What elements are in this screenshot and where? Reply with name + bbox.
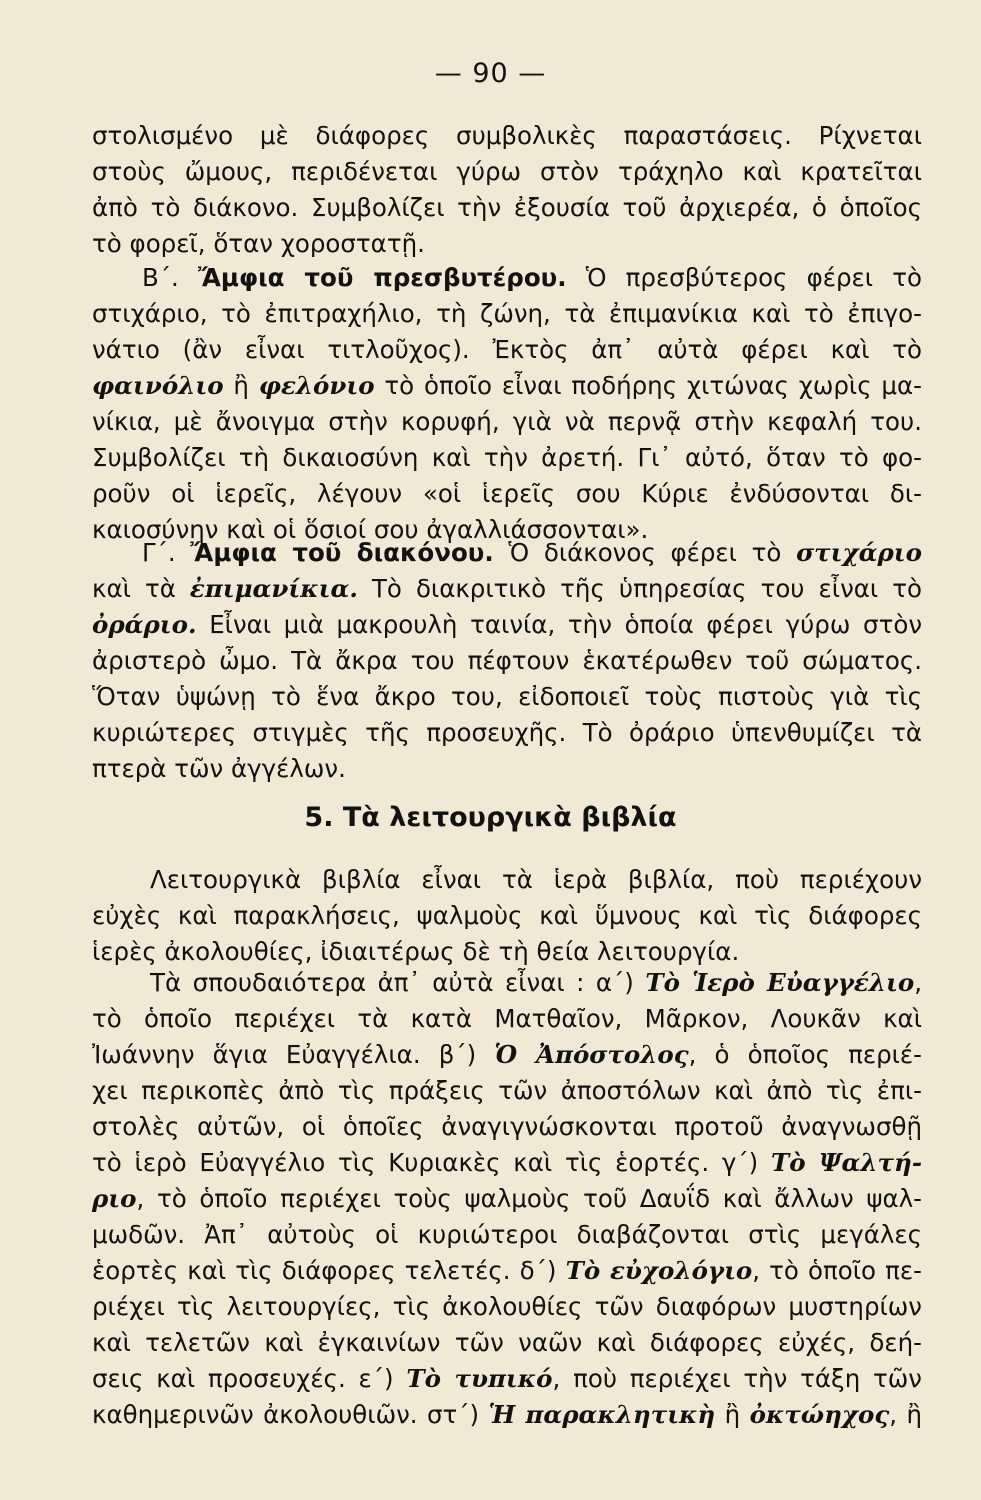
books-intro-paragraph (92, 862, 922, 970)
book-title: Ὁ Ἀπόστολος (494, 1040, 689, 1069)
text-line: μωδῶν. Ἀπ᾽ αὐτοὺς οἱ κυριώτεροι διαβάζονται στὶς μεγάλες (92, 1220, 922, 1249)
books-list-paragraph (92, 965, 922, 1433)
presbyter-paragraph (92, 260, 922, 548)
term: φελόνιο (258, 371, 375, 400)
text-line: ἀριστερὸ ὦμο. Τὰ ἄκρα του πέφτουν ἑκατέρωθεν τοῦ σώματος. (92, 646, 922, 675)
text-line: πτερὰ τῶν ἀγγέλων. (92, 754, 346, 783)
paragraph-heading: Ἄμφια τοῦ διακόνου. (190, 538, 494, 567)
text-line: κυριώτερες στιγμὲς τῆς προσευχῆς. Τὸ ὀράριο ὑπενθυμίζει τὰ (92, 718, 922, 747)
text-line: Ὅταν ὑψώνῃ τὸ ἕνα ἄκρο του, εἰδοποιεῖ τοὺς πιστοὺς γιὰ τὶς (92, 682, 922, 711)
book-title: Τὸ Ἱερὸ Εὐαγγέλιο (645, 968, 915, 997)
text-line: νάτιο (ἂν εἶναι τιτλοῦχος). Ἐκτὸς ἀπ᾽ αὐτὰ φέρει καὶ τὸ (92, 335, 922, 364)
text-line: ἀπὸ τὸ διάκονο. Συμβολίζει τὴν ἐξουσία τοῦ ἀρχιερέα, ὁ ὁποῖος (92, 193, 922, 222)
text-line: στιχάριο, τὸ ἐπιτραχήλιο, τὴ ζώνη, τὰ ἐπιμανίκια καὶ τὸ ἐπιγο- (92, 299, 922, 328)
text-line: Γ΄. Ἄμφια τοῦ διακόνου. Ὁ διάκονος φέρει τὸ στιχάριο (142, 538, 922, 567)
text-line: καθημερινῶν ἀκολουθιῶν. στ΄) Ἡ παρακλητικὴ ἢ ὀκτώηχος, ἢ (92, 1400, 922, 1429)
text-line: ὀράριο. Εἶναι μιὰ μακρουλὴ ταινία, τὴν ὁποία φέρει γύρω στὸν (92, 610, 922, 639)
paragraph-label: Γ΄. (142, 538, 191, 567)
text-line: καιοσύνην καὶ οἱ ὅσιοί σου ἀγαλλιάσσονται». (92, 515, 649, 544)
page-number: — 90 — (434, 58, 547, 89)
text-line: σεις καὶ προσευχές. ε΄) Τὸ τυπικό, ποὺ περιέχει τὴν τάξη τῶν (92, 1364, 922, 1393)
text-line: στοὺς ὤμους, περιδένεται γύρω στὸν τράχηλο καὶ κρατεῖται (92, 157, 922, 186)
text-line: Β΄. Ἄμφια τοῦ πρεσβυτέρου. Ὁ πρεσβύτερος φέρει τὸ (142, 263, 922, 292)
text-line: ριο, τὸ ὁποῖο περιέχει τοὺς ψαλμοὺς τοῦ Δαυΐδ καὶ ἄλλων ψαλ- (92, 1184, 922, 1213)
book-title: Τὸ εὐχολόγιο (565, 1256, 753, 1285)
text-line: Λειτουργικὰ βιβλία εἶναι τὰ ἱερὰ βιβλία, ποὺ περιέχουν (150, 865, 922, 894)
section-heading: 5. Τὰ λειτουργικὰ βιβλία (304, 802, 677, 833)
text-line: καὶ τὰ ἐπιμανίκια. Τὸ διακριτικὸ τῆς ὑπηρεσίας του εἶναι τὸ (92, 574, 923, 603)
text-line: τὸ ἱερὸ Εὐαγγέλιο τὶς Κυριακὲς καὶ τὶς ἑορτές. γ΄) Τὸ Ψαλτή- (92, 1148, 922, 1177)
text-line: ἑορτὲς καὶ τὶς διάφορες τελετές. δ΄) Τὸ εὐχολόγιο, τὸ ὁποῖο πε- (92, 1256, 922, 1285)
term: στιχάριο (796, 538, 922, 567)
book-title: Τὸ Ψαλτή- (771, 1148, 922, 1177)
book-title: ὀκτώηχος (749, 1400, 890, 1429)
text-line: στολισμένο μὲ διάφορες συμβολικὲς παραστάσεις. Ρίχνεται (92, 121, 922, 150)
term: ὀράριο. (92, 610, 197, 639)
text-line: νίκια, μὲ ἄνοιγμα στὴν κορυφή, γιὰ νὰ περνᾷ στὴν κεφαλή του. (92, 407, 922, 436)
book-title: Ἡ παρακλητικὴ (488, 1400, 716, 1429)
book-title: ριο (92, 1184, 137, 1213)
text-line: Τὰ σπουδαιότερα ἀπ᾽ αὐτὰ εἶναι : α΄) Τὸ Ἱερὸ Εὐαγγέλιο, (150, 968, 922, 997)
text-line: καὶ τελετῶν καὶ ἐγκαινίων τῶν ναῶν καὶ διάφορες εὐχές, δεή- (92, 1328, 922, 1357)
text-line: ριέχει τὶς λειτουργίες, τὶς ἀκολουθίες τῶν διαφόρων μυστηρίων (92, 1292, 922, 1321)
text-line: τὸ φορεῖ, ὅταν χοροστατῇ. (92, 229, 425, 258)
book-title: Τὸ τυπικό (406, 1364, 553, 1393)
term: ἐπιμανίκια. (189, 574, 358, 603)
term: φαινόλιο (92, 371, 224, 400)
text-line: Ἰωάννην ἅγια Εὐαγγέλια. β΄) Ὁ Ἀπόστολος, ὁ ὁποῖος περιέ- (92, 1040, 922, 1069)
paragraph-heading: Ἄμφια τοῦ πρεσβυτέρου. (198, 263, 567, 292)
text-line: εὐχὲς καὶ παρακλήσεις, ψαλμοὺς καὶ ὕμνους καὶ τὶς διάφορες (92, 901, 922, 930)
text-line: ἱερὲς ἀκολουθίες, ἰδιαιτέρως δὲ τὴ θεία λειτουργία. (92, 937, 740, 966)
continuation-paragraph (92, 118, 922, 262)
text-line: στολὲς αὐτῶν, οἱ ὁποῖες ἀναγιγνώσκονται προτοῦ ἀναγνωσθῇ (92, 1112, 922, 1141)
text-line: φαινόλιο ἢ φελόνιο τὸ ὁποῖο εἶναι ποδήρης χιτώνας χωρὶς μα- (92, 371, 923, 400)
text-line: Συμβολίζει τὴ δικαιοσύνη καὶ τὴν ἀρετή. Γι᾽ αὐτό, ὅταν τὸ φο- (92, 443, 922, 472)
paragraph-label: Β΄. (142, 263, 199, 292)
text-line: ροῦν οἱ ἱερεῖς, λέγουν «οἱ ἱερεῖς σου Κύριε ἐνδύσονται δι- (92, 479, 922, 508)
text-line: τὸ ὁποῖο περιέχει τὰ κατὰ Ματθαῖον, Μᾶρκον, Λουκᾶν καὶ (92, 1004, 922, 1033)
text-line: χει περικοπὲς ἀπὸ τὶς πράξεις τῶν ἀποστόλων καὶ ἀπὸ τὶς ἐπι- (92, 1076, 922, 1105)
deacon-paragraph (92, 535, 922, 787)
